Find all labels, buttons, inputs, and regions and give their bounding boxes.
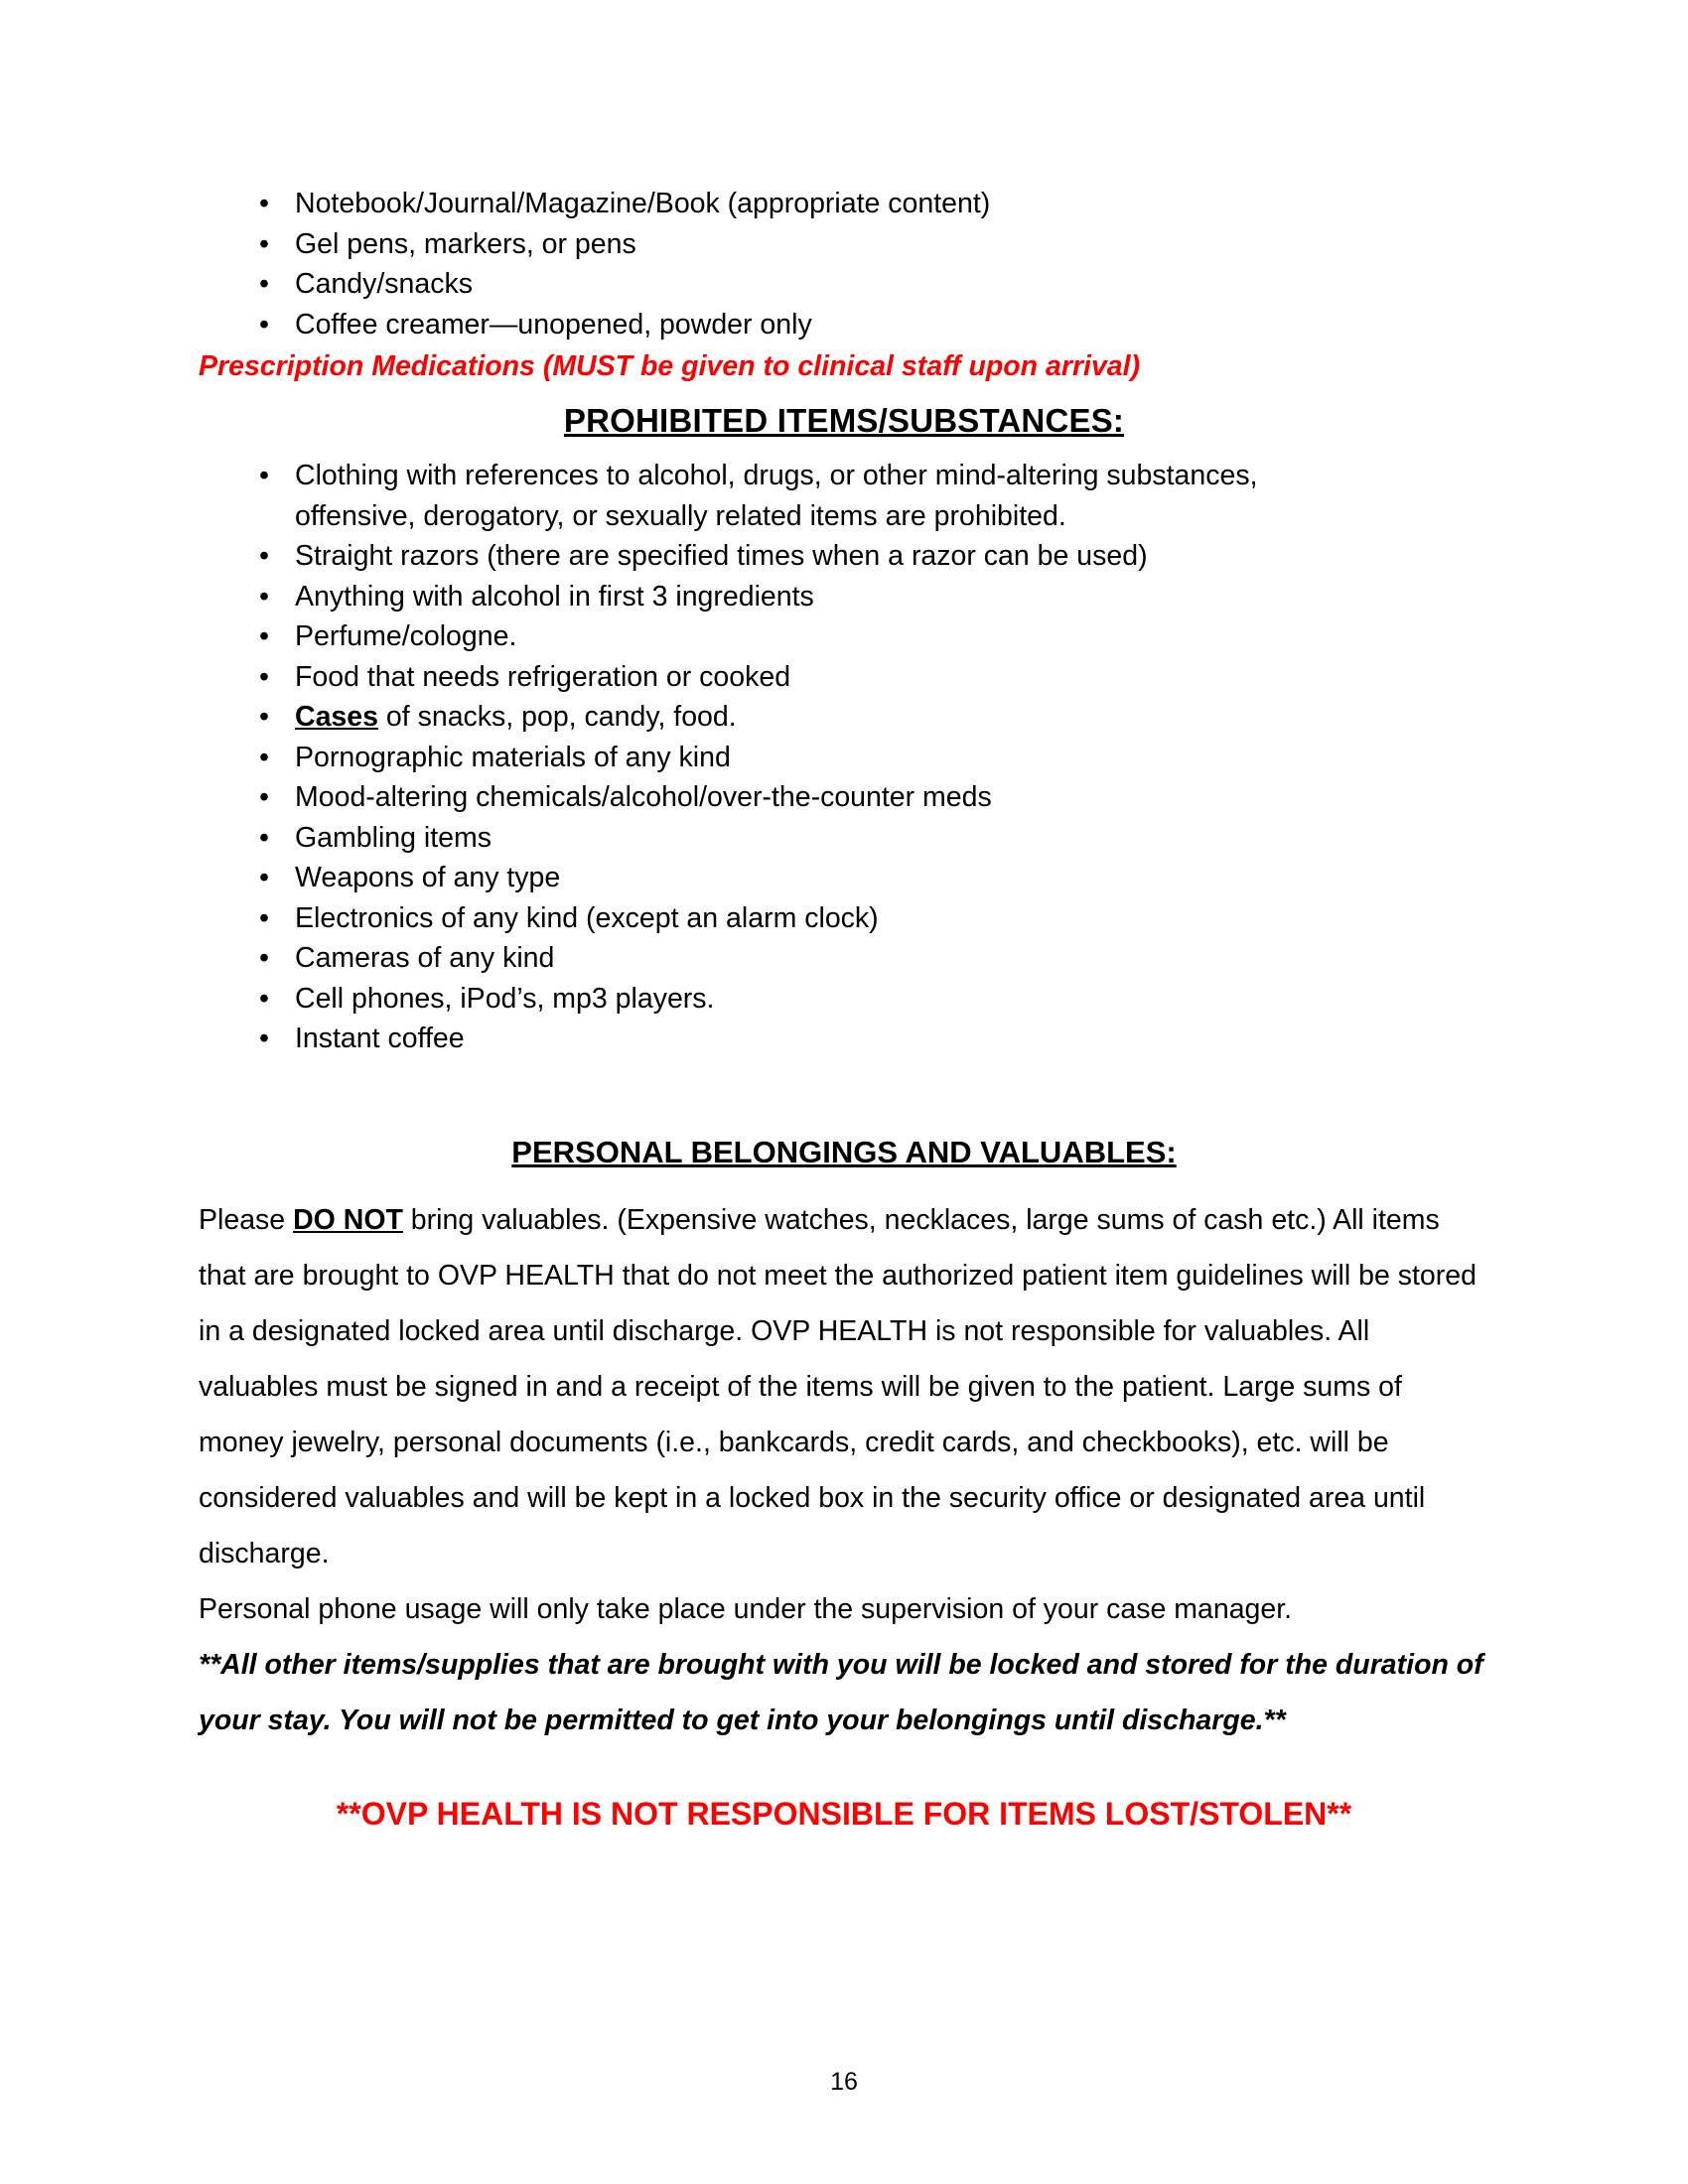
list-item: • Candy/snacks	[253, 264, 1489, 305]
list-item: • Gambling items	[253, 818, 1489, 859]
list-item-line-1: Clothing with references to alcohol, drugs, or other mind-altering substances,	[295, 460, 1258, 491]
list-item: • Anything with alcohol in first 3 ingredients	[253, 577, 1489, 617]
list-item-text: of snacks, pop, candy, food.	[377, 701, 737, 733]
prohibited-items-heading-text: PROHIBITED ITEMS/SUBSTANCES:	[563, 402, 1125, 439]
list-item: • Mood-altering chemicals/alcohol/over-the-counter meds	[253, 777, 1489, 818]
list-item	[253, 697, 1489, 738]
liability-notice: **OVP HEALTH IS NOT RESPONSIBLE FOR ITEMS LOST/STOLEN**	[336, 1795, 1352, 1832]
belongings-paragraph-emphasis: DO NOT	[293, 1203, 403, 1236]
prescription-medications-note: Prescription Medications (MUST be given to clinical staff upon arrival)	[199, 350, 1141, 382]
list-item-emphasis: Cases	[295, 701, 378, 733]
list-item: • Straight razors (there are specified times when a razor can be used)	[253, 536, 1489, 577]
phone-usage-paragraph: Personal phone usage will only take place under the supervision of your case manager.	[199, 1592, 1293, 1625]
page-number: 16	[830, 2068, 858, 2096]
list-item: • Electronics of any kind (except an alarm clock)	[253, 898, 1489, 939]
list-item-line-2: offensive, derogatory, or sexually related items are prohibited.	[295, 499, 1066, 532]
list-item: • Cell phones, iPod’s, mp3 players.	[253, 979, 1489, 1020]
prohibited-items-heading	[199, 402, 1489, 440]
list-item	[253, 456, 1489, 536]
storage-notice: **All other items/supplies that are brought with you will be locked and stored for the duration of your stay. You will not be permitted to get into your belongings until discharge.**	[199, 1648, 1483, 1736]
list-item: • Instant coffee	[253, 1019, 1489, 1059]
list-item: • Pornographic materials of any kind	[253, 738, 1489, 778]
belongings-paragraph-part-1: Please	[199, 1203, 294, 1236]
personal-belongings-heading-text: PERSONAL BELONGINGS AND VALUABLES:	[511, 1134, 1177, 1169]
list-item: • Perfume/cologne.	[253, 616, 1489, 657]
belongings-paragraph-part-2: bring valuables. (Expensive watches, necklaces, large sums of cash etc.) All items that are brought to OVP HEALTH that do not meet the authorized patient item guidelines will be stored in a designated locked area until discharge. OVP HEALTH is not responsible for valuables. All valuables must be signed in and a receipt of the items will be given to the patient. Large sums of money jewelry, personal documents (i.e., bankcards, credit cards, and checkbooks), etc. will be considered valuables and will be kept in a locked box in the security office or designated area until discharge.	[199, 1203, 1477, 1570]
belongings-paragraph	[199, 1192, 1489, 1581]
list-item: • Gel pens, markers, or pens	[253, 224, 1489, 265]
allowed-items-list	[199, 184, 1489, 344]
list-item: • Coffee creamer—unopened, powder only	[253, 305, 1489, 345]
prohibited-items-list	[199, 456, 1489, 1059]
list-item: • Cameras of any kind	[253, 938, 1489, 979]
personal-belongings-heading	[199, 1135, 1489, 1170]
list-item: • Weapons of any type	[253, 858, 1489, 898]
list-item: • Notebook/Journal/Magazine/Book (appropriate content)	[253, 184, 1489, 224]
list-item: • Food that needs refrigeration or cooked	[253, 657, 1489, 698]
